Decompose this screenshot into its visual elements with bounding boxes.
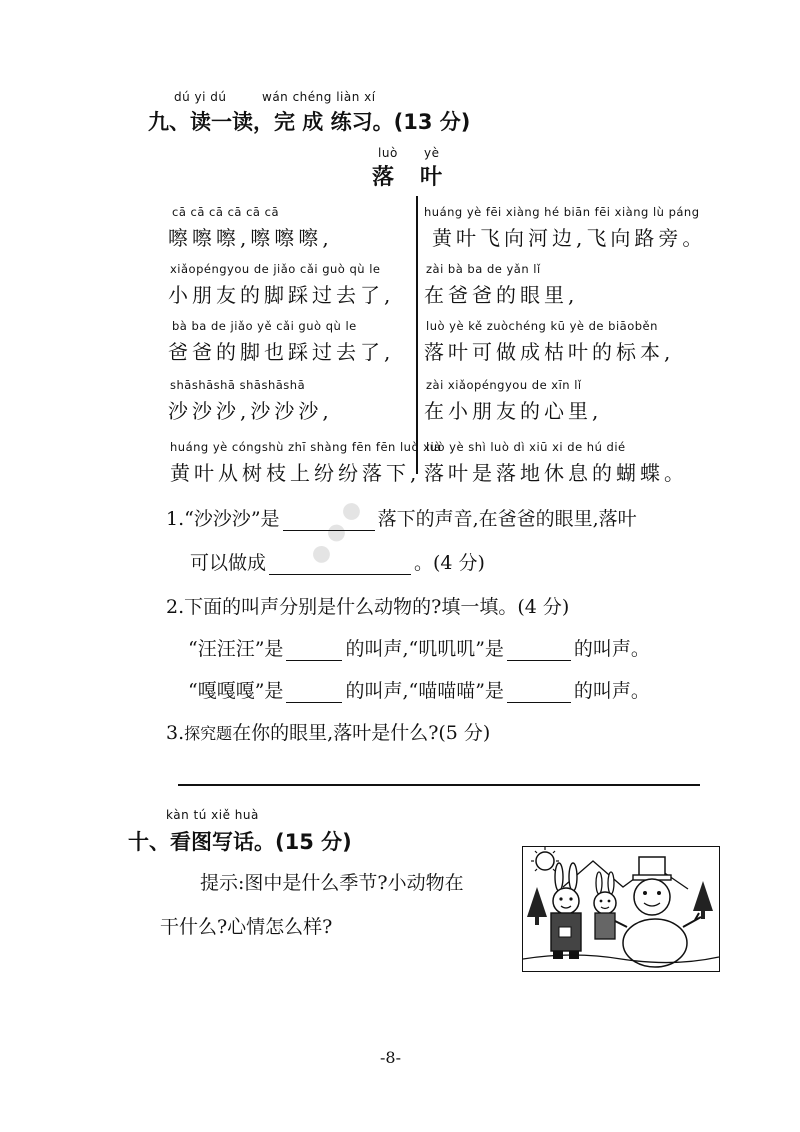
q2-line1 <box>188 634 650 661</box>
section9-pinyin-a: dú yi dú <box>174 90 227 104</box>
poem-divider <box>416 196 418 474</box>
q2-blank-3[interactable] <box>286 701 342 703</box>
poem-left-pinyin-2: xiǎopéngyou de jiǎo cǎi guò qù le <box>170 262 381 276</box>
q1-blank-2[interactable] <box>269 573 411 575</box>
q3-answer-line[interactable] <box>178 784 700 786</box>
poem-left-line-3: 爸爸的脚也踩过去了, <box>168 340 395 364</box>
q2-line1-a: “汪汪汪”是 <box>188 638 284 660</box>
q3-line <box>166 718 490 745</box>
q1-line1 <box>166 504 637 531</box>
q1-blank-1[interactable] <box>283 529 375 531</box>
q2-line1-b: 的叫声,“叽叽叽”是 <box>345 638 504 660</box>
section10-hint-line2: 干什么?心情怎么样? <box>160 916 333 938</box>
poem-left-line-4: 沙沙沙,沙沙沙, <box>168 399 333 423</box>
poem-right-pinyin-3: luò yè kě zuòchéng kū yè de biāoběn <box>426 319 658 333</box>
poem-right-pinyin-4: zài xiǎopéngyou de xīn lǐ <box>426 378 582 392</box>
poem-title-b: 叶 <box>420 165 443 190</box>
poem-right-line-1: 黄叶飞向河边,飞向路旁。 <box>432 226 707 250</box>
winter-scene-picture <box>522 846 720 972</box>
q2-line2-b: 的叫声,“喵喵喵”是 <box>345 680 504 702</box>
sun-icon <box>531 847 559 871</box>
q1-part3: 可以做成 <box>190 552 267 574</box>
snowy-ground <box>523 955 719 963</box>
poem-title-pinyin-a: luò <box>378 146 398 160</box>
poem-right-pinyin-5: luò yè shì luò dì xiū xi de hú dié <box>426 440 626 454</box>
poem-right-line-3: 落叶可做成枯叶的标本, <box>424 340 675 364</box>
poem-left-line-1: 嚓嚓嚓,嚓嚓嚓, <box>168 226 333 250</box>
q2-blank-2[interactable] <box>507 659 571 661</box>
poem-left-pinyin-5: huáng yè cóngshù zhī shàng fēn fēn luò xià <box>170 440 442 454</box>
q2-blank-1[interactable] <box>286 659 342 661</box>
q2-line2-c: 的叫声。 <box>573 680 650 702</box>
q1-part4: 。(4 分) <box>414 552 485 574</box>
poem-right-pinyin-1: huáng yè fēi xiàng hé biān fēi xiàng lù páng <box>424 205 700 219</box>
q2-line2-a: “嘎嘎嘎”是 <box>188 680 284 702</box>
poem-right-line-5: 落叶是落地休息的蝴蝶。 <box>424 461 688 485</box>
q3-tag: 探究题 <box>184 724 233 743</box>
section9-title: 九、读一读，完 成 练习。(13 分) <box>148 110 471 134</box>
watermark: ● ● ● <box>305 496 367 569</box>
q2-line1-c: 的叫声。 <box>573 638 650 660</box>
poem-title-a: 落 <box>372 165 395 190</box>
poem-left-pinyin-4: shāshāshā shāshāshā <box>170 378 306 392</box>
snowman-icon <box>623 857 701 967</box>
q2-blank-4[interactable] <box>507 701 571 703</box>
q1-part2: 落下的声音,在爸爸的眼里,落叶 <box>377 508 637 530</box>
poem-left-pinyin-1: cā cā cā cā cā cā <box>172 205 279 219</box>
poem-left-line-2: 小朋友的脚踩过去了, <box>168 283 395 307</box>
q2-line2 <box>188 676 650 703</box>
q1-line2 <box>190 548 485 575</box>
poem-left-line-5: 黄叶从树枝上纷纷落下, <box>170 461 421 485</box>
q3-text: 在你的眼里,落叶是什么?(5 分) <box>232 722 491 744</box>
q3-number: 3. <box>166 722 185 744</box>
q1-part1: 1.“沙沙沙”是 <box>166 508 280 530</box>
q2-title: 2.下面的叫声分别是什么动物的?填一填。(4 分) <box>166 596 570 618</box>
rabbit-large-icon <box>551 863 581 959</box>
section9-pinyin-b: wán chéng liàn xí <box>262 90 376 104</box>
poem-left-pinyin-3: bà ba de jiǎo yě cǎi guò qù le <box>172 319 357 333</box>
winter-scene-illustration <box>523 847 719 971</box>
poem-right-line-4: 在小朋友的心里, <box>424 399 603 423</box>
poem-right-pinyin-2: zài bà ba de yǎn lǐ <box>426 262 541 276</box>
page-number: -8- <box>380 1048 401 1067</box>
section10-pinyin: kàn tú xiě huà <box>166 808 259 822</box>
section10-title: 十、看图写话。(15 分) <box>128 830 352 854</box>
poem-right-line-2: 在爸爸的眼里, <box>424 283 579 307</box>
poem-title-pinyin-b: yè <box>424 146 440 160</box>
rabbit-small-icon <box>594 872 627 939</box>
section10-hint-line1: 提示:图中是什么季节?小动物在 <box>200 872 464 894</box>
